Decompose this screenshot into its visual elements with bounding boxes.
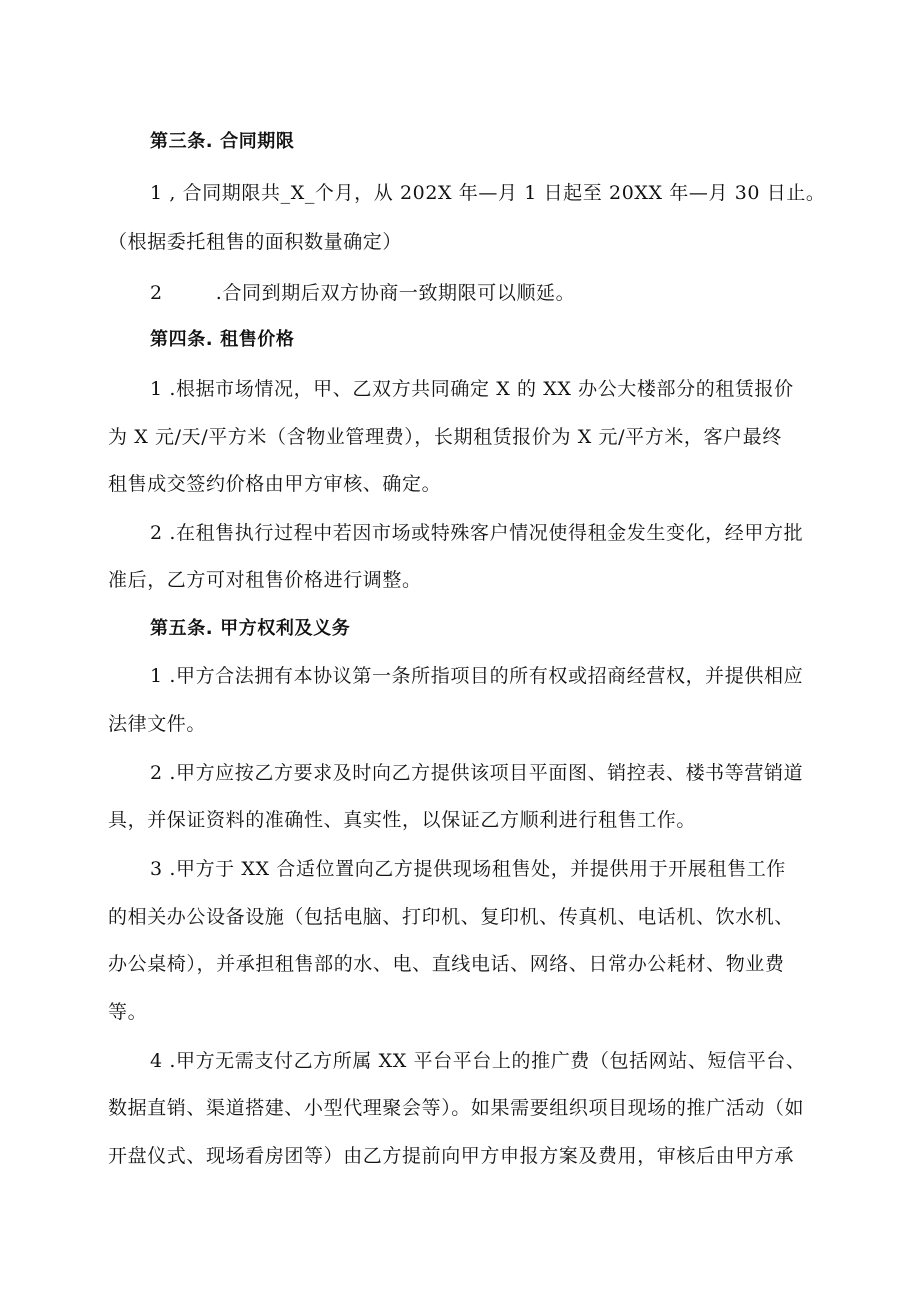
section-4-heading: 第四条. 租售价格 xyxy=(150,329,295,350)
paragraph-line: 开盘仪式、现场看房团等）由乙方提前向甲方申报方案及费用，审核后由甲方承 xyxy=(108,1145,795,1167)
paragraph-line: 的相关办公设备设施（包括电脑、打印机、复印机、传真机、电话机、饮水机、 xyxy=(108,906,795,928)
paragraph-line: 1 .根据市场情况，甲、乙双方共同确定 X 的 XX 办公大楼部分的租赁报价 xyxy=(150,378,794,400)
paragraph-line: 租售成交签约价格由甲方审核、确定。 xyxy=(108,473,442,495)
paragraph-line: 2 .在租售执行过程中若因市场或特殊客户情况使得租金发生变化，经甲方批 xyxy=(150,522,804,544)
section-3-heading: 第三条. 合同期限 xyxy=(150,131,295,152)
paragraph-line: 2 .合同到期后双方协商一致期限可以顺延。 xyxy=(150,282,576,304)
paragraph-line: 数据直销、渠道搭建、小型代理聚会等）。如果需要组织项目现场的推广活动（如 xyxy=(108,1097,805,1119)
paragraph-line: 办公桌椅），并承担租售部的水、电、直线电话、网络、日常办公耗材、物业费 xyxy=(108,953,785,975)
paragraph-line: 4 .甲方无需支付乙方所属 XX 平台平台上的推广费（包括网站、短信平台、 xyxy=(150,1050,806,1072)
paragraph-line: 准后，乙方可对租售价格进行调整。 xyxy=(108,569,422,591)
paragraph-line: 法律文件。 xyxy=(108,713,207,735)
paragraph-line: 2 .甲方应按乙方要求及时向乙方提供该项目平面图、销控表、楼书等营销道 xyxy=(150,762,804,784)
paragraph-line: 1 .甲方合法拥有本协议第一条所指项目的所有权或招商经营权，并提供相应 xyxy=(150,665,804,687)
paragraph-line: 为 X 元/天/平方米（含物业管理费），长期租赁报价为 X 元/平方米，客户最终 xyxy=(108,426,782,448)
paragraph-line: 3 .甲方于 XX 合适位置向乙方提供现场租售处，并提供用于开展租售工作 xyxy=(150,858,786,880)
paragraph-line: （根据委托租售的面积数量确定） xyxy=(108,231,403,253)
paragraph-line: 具，并保证资料的准确性、真实性，以保证乙方顺利进行租售工作。 xyxy=(108,809,697,831)
paragraph-line: 等。 xyxy=(108,1001,148,1023)
section-5-heading: 第五条. 甲方权利及义务 xyxy=(150,618,351,639)
paragraph-line: 1 , 合同期限共_X_个月，从 202X 年—月 1 日起至 20XX 年—月 30 日止。 xyxy=(150,182,826,204)
